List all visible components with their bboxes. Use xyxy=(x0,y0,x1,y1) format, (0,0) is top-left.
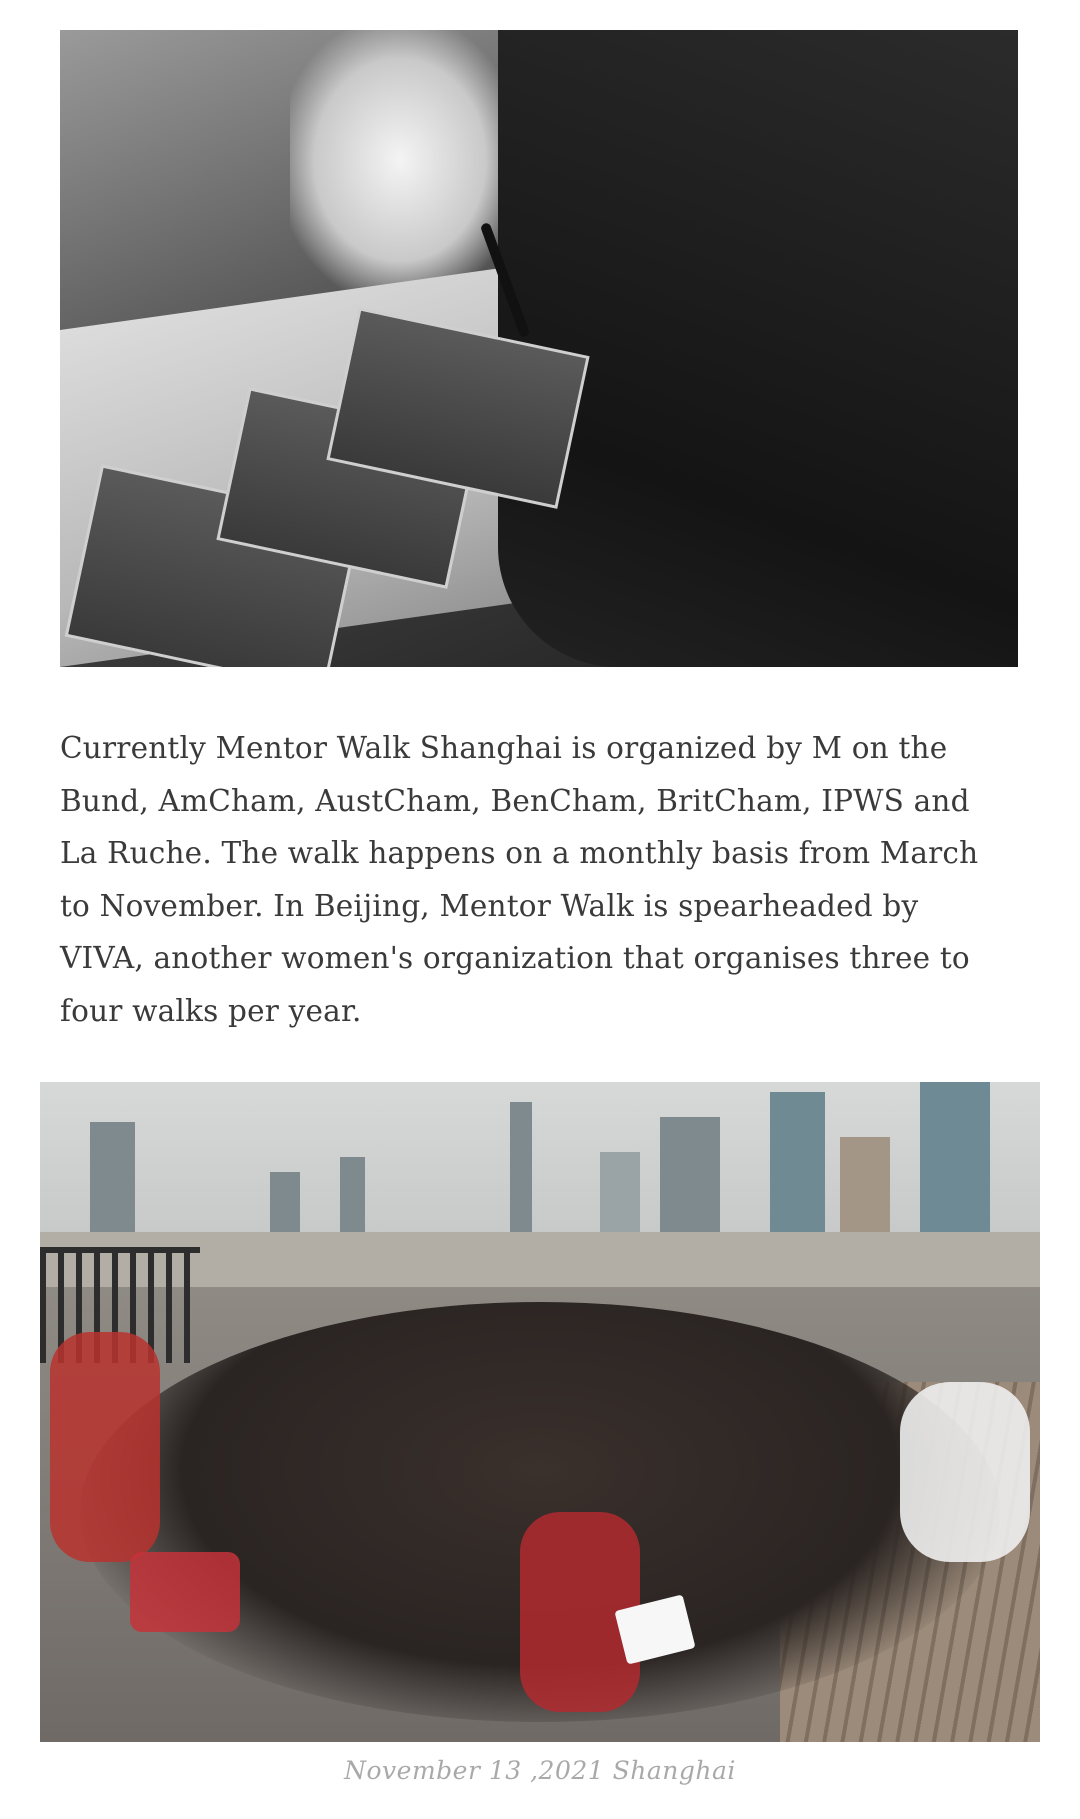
skyscraper xyxy=(90,1122,135,1232)
skyscraper xyxy=(270,1172,300,1232)
sky xyxy=(40,1082,1040,1232)
skyscraper xyxy=(840,1137,890,1232)
tv-tower xyxy=(510,1102,532,1232)
window-light xyxy=(290,30,510,290)
skyscraper xyxy=(920,1082,990,1232)
woman-white-sweater xyxy=(900,1382,1030,1562)
photo-caption: November 13 ,2021 Shanghai xyxy=(344,1756,736,1785)
skyscraper xyxy=(660,1117,720,1232)
group-photo-mentor-walk xyxy=(40,1082,1040,1742)
person-signing-figure xyxy=(498,30,1018,667)
skyscraper xyxy=(340,1157,365,1232)
skyscraper xyxy=(770,1092,825,1232)
skyscraper xyxy=(600,1152,640,1232)
article-paragraph: Currently Mentor Walk Shanghai is organized by M on the Bund, AmCham, AustCham, BenCham, BritCham, IPWS and La Ruche. The walk happens on a monthly basis from March to November. In Beijing, Mentor Walk is spearheaded by VIVA, another women's organization that organises three to four walks per year. xyxy=(60,731,979,1028)
woman-red-cardigan xyxy=(50,1332,160,1562)
red-tote-bag xyxy=(130,1552,240,1632)
brochure-signing-photo xyxy=(60,30,1018,667)
